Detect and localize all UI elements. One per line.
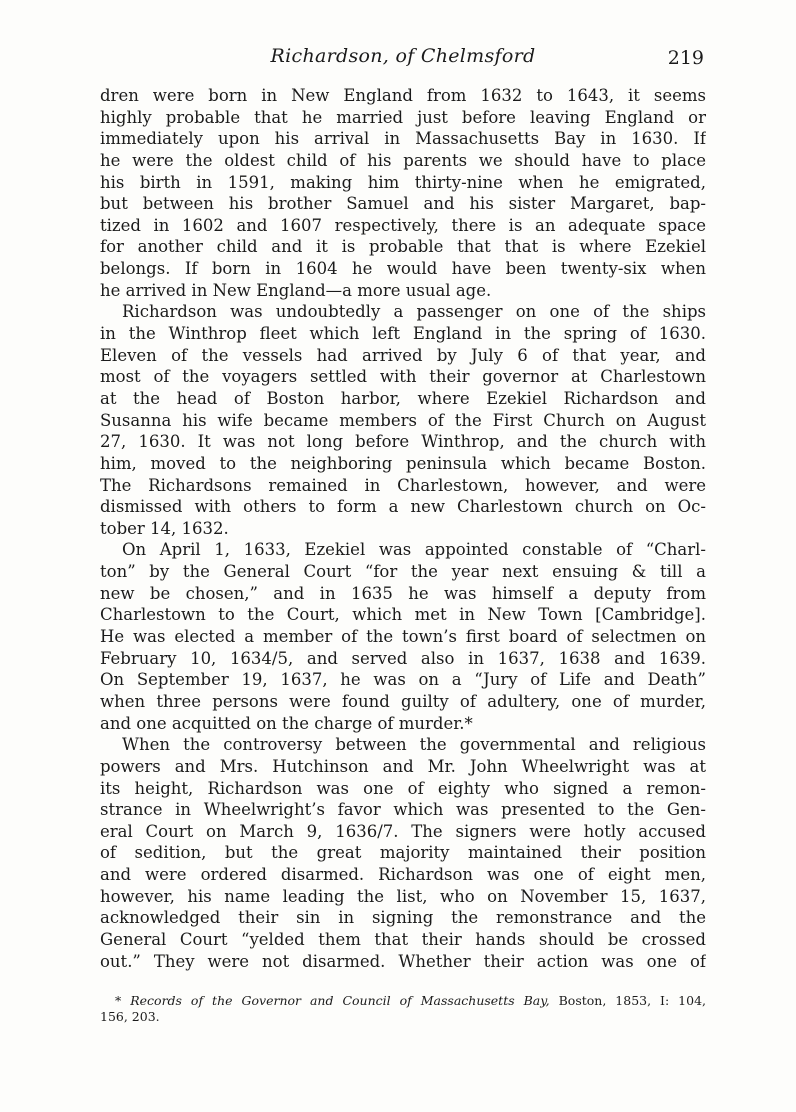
text-line: immediately upon his arrival in Massachusetts Bay in 1630. If (100, 129, 706, 149)
footnote-text: Boston, 1853, I: 104, (549, 993, 706, 1009)
text-line: he arrived in New England—a more usual age. (100, 280, 492, 300)
page-title: Richardson, of Chelmsford (270, 45, 536, 67)
text-line: powers and Mrs. Hutchinson and Mr. John Wheelwright was at (100, 756, 706, 776)
text-line: its height, Richardson was one of eighty who signed a remon- (100, 778, 706, 798)
text-line: 27, 1630. It was not long before Winthrop, and the church with (100, 432, 706, 452)
text-line: highly probable that he married just before leaving England or (100, 107, 706, 127)
running-header (100, 44, 706, 70)
text-line: eral Court on March 9, 1636/7. The signers were hotly accused (100, 821, 706, 841)
footnote-text: 156, 203. (100, 1008, 160, 1024)
footnote (100, 993, 706, 1024)
text-line: Eleven of the vessels had arrived by July 6 of that year, and (100, 345, 706, 365)
text-line: dismissed with others to form a new Charlestown church on Oc- (100, 497, 706, 517)
paragraph (100, 301, 706, 539)
text-line: for another child and it is probable that that is where Ezekiel (100, 237, 706, 257)
text-line: he were the oldest child of his parents we should have to place (100, 150, 706, 170)
footnote-cited-title: Records of the Governor and Council of Massachusetts Bay, (130, 993, 550, 1009)
text-line: out.” They were not disarmed. Whether their action was one of (100, 951, 706, 971)
text-line: acknowledged their sin in signing the remonstrance and the (100, 908, 706, 928)
paragraph (100, 734, 706, 972)
text-line: of sedition, but the great majority maintained their position (100, 843, 706, 863)
footnote-text: * (115, 993, 131, 1009)
text-line: tober 14, 1632. (100, 518, 229, 538)
page-number: 219 (667, 47, 704, 69)
text-line: On September 19, 1637, he was on a “Jury of Life and Death” (100, 670, 706, 690)
text-line: at the head of Boston harbor, where Ezekiel Richardson and (100, 388, 706, 408)
page-column (100, 44, 706, 1024)
footnote-line (100, 993, 706, 1009)
text-line: and were ordered disarmed. Richardson was one of eight men, (100, 865, 706, 885)
text-block (100, 85, 706, 972)
text-line: Susanna his wife became members of the First Church on August (100, 410, 706, 430)
text-line: however, his name leading the list, who on November 15, 1637, (100, 886, 706, 906)
text-line: He was elected a member of the town’s first board of selectmen on (100, 627, 706, 647)
text-line: Richardson was undoubtedly a passenger on one of the ships (122, 302, 706, 322)
text-line: The Richardsons remained in Charlestown, however, and were (100, 475, 706, 495)
text-line: him, moved to the neighboring peninsula which became Boston. (100, 453, 706, 473)
paragraph (100, 85, 706, 301)
text-line: February 10, 1634/5, and served also in 1637, 1638 and 1639. (100, 648, 706, 668)
text-line: strance in Wheelwright’s favor which was presented to the Gen- (100, 800, 706, 820)
text-line: most of the voyagers settled with their governor at Charlestown (100, 367, 706, 387)
text-line: when three persons were found guilty of adultery, one of murder, (100, 691, 706, 711)
text-line: ton” by the General Court “for the year next ensuing & till a (100, 562, 706, 582)
text-line: On April 1, 1633, Ezekiel was appointed constable of “Charl- (122, 540, 706, 560)
text-line: but between his brother Samuel and his sister Margaret, bap- (100, 194, 706, 214)
footnote-line (100, 1009, 706, 1025)
text-line: new be chosen,” and in 1635 he was himself a deputy from (100, 583, 706, 603)
text-line: Charlestown to the Court, which met in New Town [Cambridge]. (100, 605, 706, 625)
text-line: in the Winthrop fleet which left England in the spring of 1630. (100, 324, 706, 344)
text-line: and one acquitted on the charge of murder.* (100, 713, 473, 733)
text-line: belongs. If born in 1604 he would have been twenty-six when (100, 259, 706, 279)
text-line: General Court “yelded them that their hands should be crossed (100, 929, 706, 949)
paragraph (100, 539, 706, 734)
text-line: When the controversy between the governmental and religious (122, 735, 706, 755)
text-line: his birth in 1591, making him thirty-nine when he emigrated, (100, 172, 706, 192)
text-line: tized in 1602 and 1607 respectively, there is an adequate space (100, 215, 706, 235)
text-line: dren were born in New England from 1632 to 1643, it seems (100, 86, 706, 105)
